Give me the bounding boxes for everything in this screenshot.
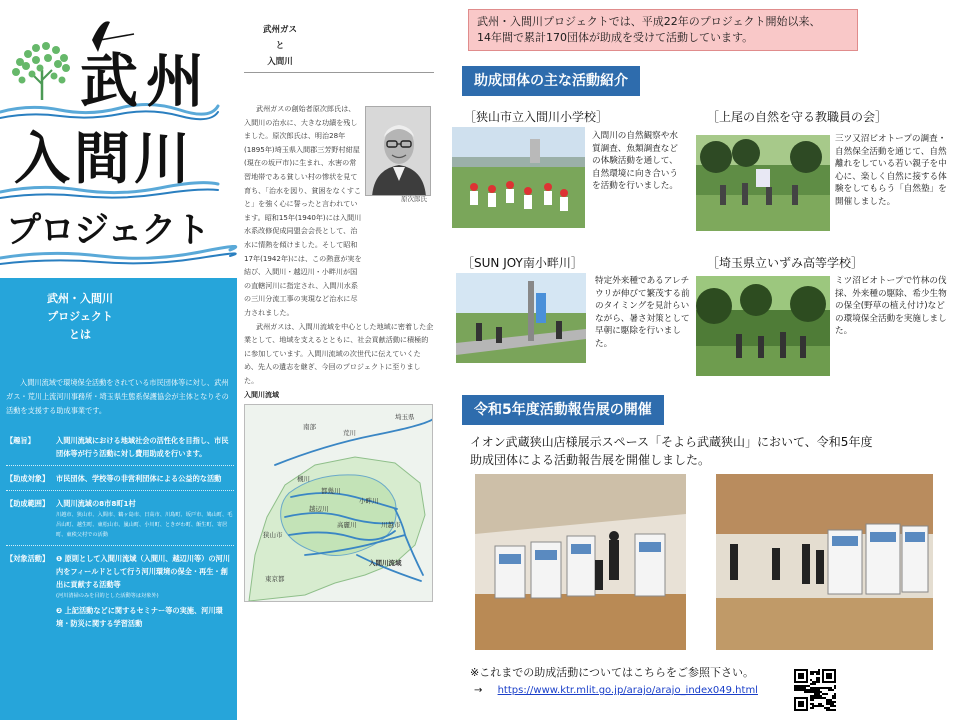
heading-divider [244,72,434,73]
photo-exhibition-2 [716,474,933,650]
map-label-saitama: 埼玉県 [395,413,415,421]
group-title-2: ［上尾の自然を守る教職員の会］ [707,110,888,124]
map-label-oppegawa: 越辺川 [309,505,329,513]
map-label-sayama: 狭山市 [263,531,283,539]
irumagawa-basin-map [244,404,433,602]
group-desc-2: 三ツ又沼ビオトープの調査・自然保全活動を通じて、自然離れをしている若い親子を中心に、楽しく自然に接する体験をしてもらう「自然塾」を開催しました。 [835,134,947,207]
overview-title: 武州・入間川 プロジェクト とは [47,292,113,341]
group-title-1: ［狭山市立入間川小学校］ [464,110,609,124]
group-desc-4: ミツ沼ビオトープで竹林の伐採、外来種の駆除、希少生物の保全(野草の植え付け)などの環境保全活動を実施しました。 [835,276,947,336]
photo-exhibition-1 [475,474,686,650]
group-desc-1: 入間川の自然観察や水質調査、魚類調査などの体験活動を通して、自然環境に向き合いうを活動を行いました。 [592,131,678,191]
overview-row-activities: 【対象活動】 ❶ 原則として入間川流域（入間川、越辺川等）の河川内をフィールドとして行う河川環境の保全・再生・創出に貢献する活動等 (河川清掃のみを目的とした活動等は対象外) ❷ 上記活動などに関するセミナー等の実施、河川環境・防災に関する学習活動 [6,545,234,635]
logo-line-2: 入間川 [14,127,194,192]
map-label-tokigawa: 都幾川 [321,487,341,495]
history-heading: 武州ガス と 入間川 [262,25,297,67]
report-description: イオン武蔵狭山店様展示スペース「そよら武蔵狭山」において、令和5年度 助成団体による活動報告展を開催しました。 [470,435,873,467]
map-label-kawagoe: 川越市 [381,521,401,529]
photo-riverbank-students [452,127,585,228]
section-title-report: 令和5年度活動報告展の開催 [462,395,664,425]
map-label-tokyo: 東京都 [265,575,285,583]
logo-line-1: 武州 [80,47,213,115]
overview-row-purpose: 【趣旨】 入間川流域における地域社会の活性化を目指し、市民団体等が行う活動に対し費用助成を行います。 [6,436,229,458]
overview-intro: 入間川流域で環境保全活動をされている市民団体等に対し、武州ガス・荒川上流河川事務所・埼玉県生態系保護協会が主体となりその活動を支援する助成事業です。 [6,378,229,415]
map-label-kaburagawa: 槻川 [297,475,310,483]
basin-map-graphic [245,405,433,602]
tree-icon [12,42,70,100]
project-overview-panel [0,278,237,720]
reference-link-row [474,685,758,696]
photo-weed-removal [456,273,586,363]
map-label-basin: 入間川流域 [369,559,402,567]
group-title-4: ［埼玉県立いずみ高等学校］ [707,256,864,270]
reference-link[interactable]: https://www.ktr.mlit.go.jp/arajo/arajo_index049.html [497,685,758,696]
group-desc-3: 特定外来種であるアレチウリが伸びて繁茂する前のタイミングを見計らいながら、暑さ対策として早朝に駆除を行いました。 [595,276,690,349]
overview-row-target: 【助成対象】 市民団体、学校等の非営利団体による公益的な活動 [6,465,234,490]
map-label-arakawa: 荒川 [343,429,356,437]
photo-biotope-conservation [696,276,830,376]
group-title-3: ［SUN JOY南小畔川］ [462,256,583,270]
map-label-koaze: 高麗川 [337,521,357,529]
arrow-icon: → [474,685,483,696]
overview-row-scope: 【助成範囲】 入間川流域の8市8町1村 川越市、狭山市、入間市、鶴ヶ島市、日高市、川島町、坂戸市、鳩山町、毛呂山町、越生町、東松山市、嵐山町、小川町、ときがわ町、飯生町、寄居町、東秩父村での活動 [6,490,234,545]
project-logo [0,0,240,272]
reference-note: ※これまでの助成活動についてはこちらをご参照下さい。 [470,666,754,679]
photo-nature-class [696,135,830,231]
map-label-kobekawa: 小畔川 [359,497,379,505]
basin-map-title: 入間川流域 [244,391,279,399]
summary-banner: 武州・入間川プロジェクトでは、平成22年のプロジェクト開始以来、 14年間で累計170団体が助成を受けて活動しています。 [468,9,858,51]
map-label-nanbu: 南部 [303,423,316,431]
overview-list [6,428,234,635]
history-text: 武州ガスの創始者原次郎氏は、入間川の治水に、大きな功績を残しました。原次郎氏は、明治28年(1895年)埼玉県入間郡三芳野村紺屋(現在の坂戸市)に生まれ、水害の常習地帯である貧しい村の惨状を見て育ち、「治水を図り、貧困をなくすこと」を強く心に誓ったと言われています。昭和15年(1940年)には入間川水系改修促成同盟会会長として、治水に情熱を傾けました。そして昭和17年(1942年)には、この熱意が実を結び、入間川・越辺川・小畔川が国の直轄河川に指定され、入間川水系の三川分流工事の実現など治水に尽力されました。 武州ガスは、入間川流域を中心とした地域に密着した企業として、地域を支えるとともに、社会貢献活動に積極的に参加しています。入間川流域の次世代に伝えていくため、先人の遺志を継ぎ、今回のプロジェクトに至りました。 [244,104,434,385]
section-title-activities: 助成団体の主な活動紹介 [462,66,640,96]
qr-code[interactable] [792,667,838,713]
portrait-caption: 原次郎氏 [401,195,427,203]
logo-line-3: プロジェクト [6,211,210,251]
